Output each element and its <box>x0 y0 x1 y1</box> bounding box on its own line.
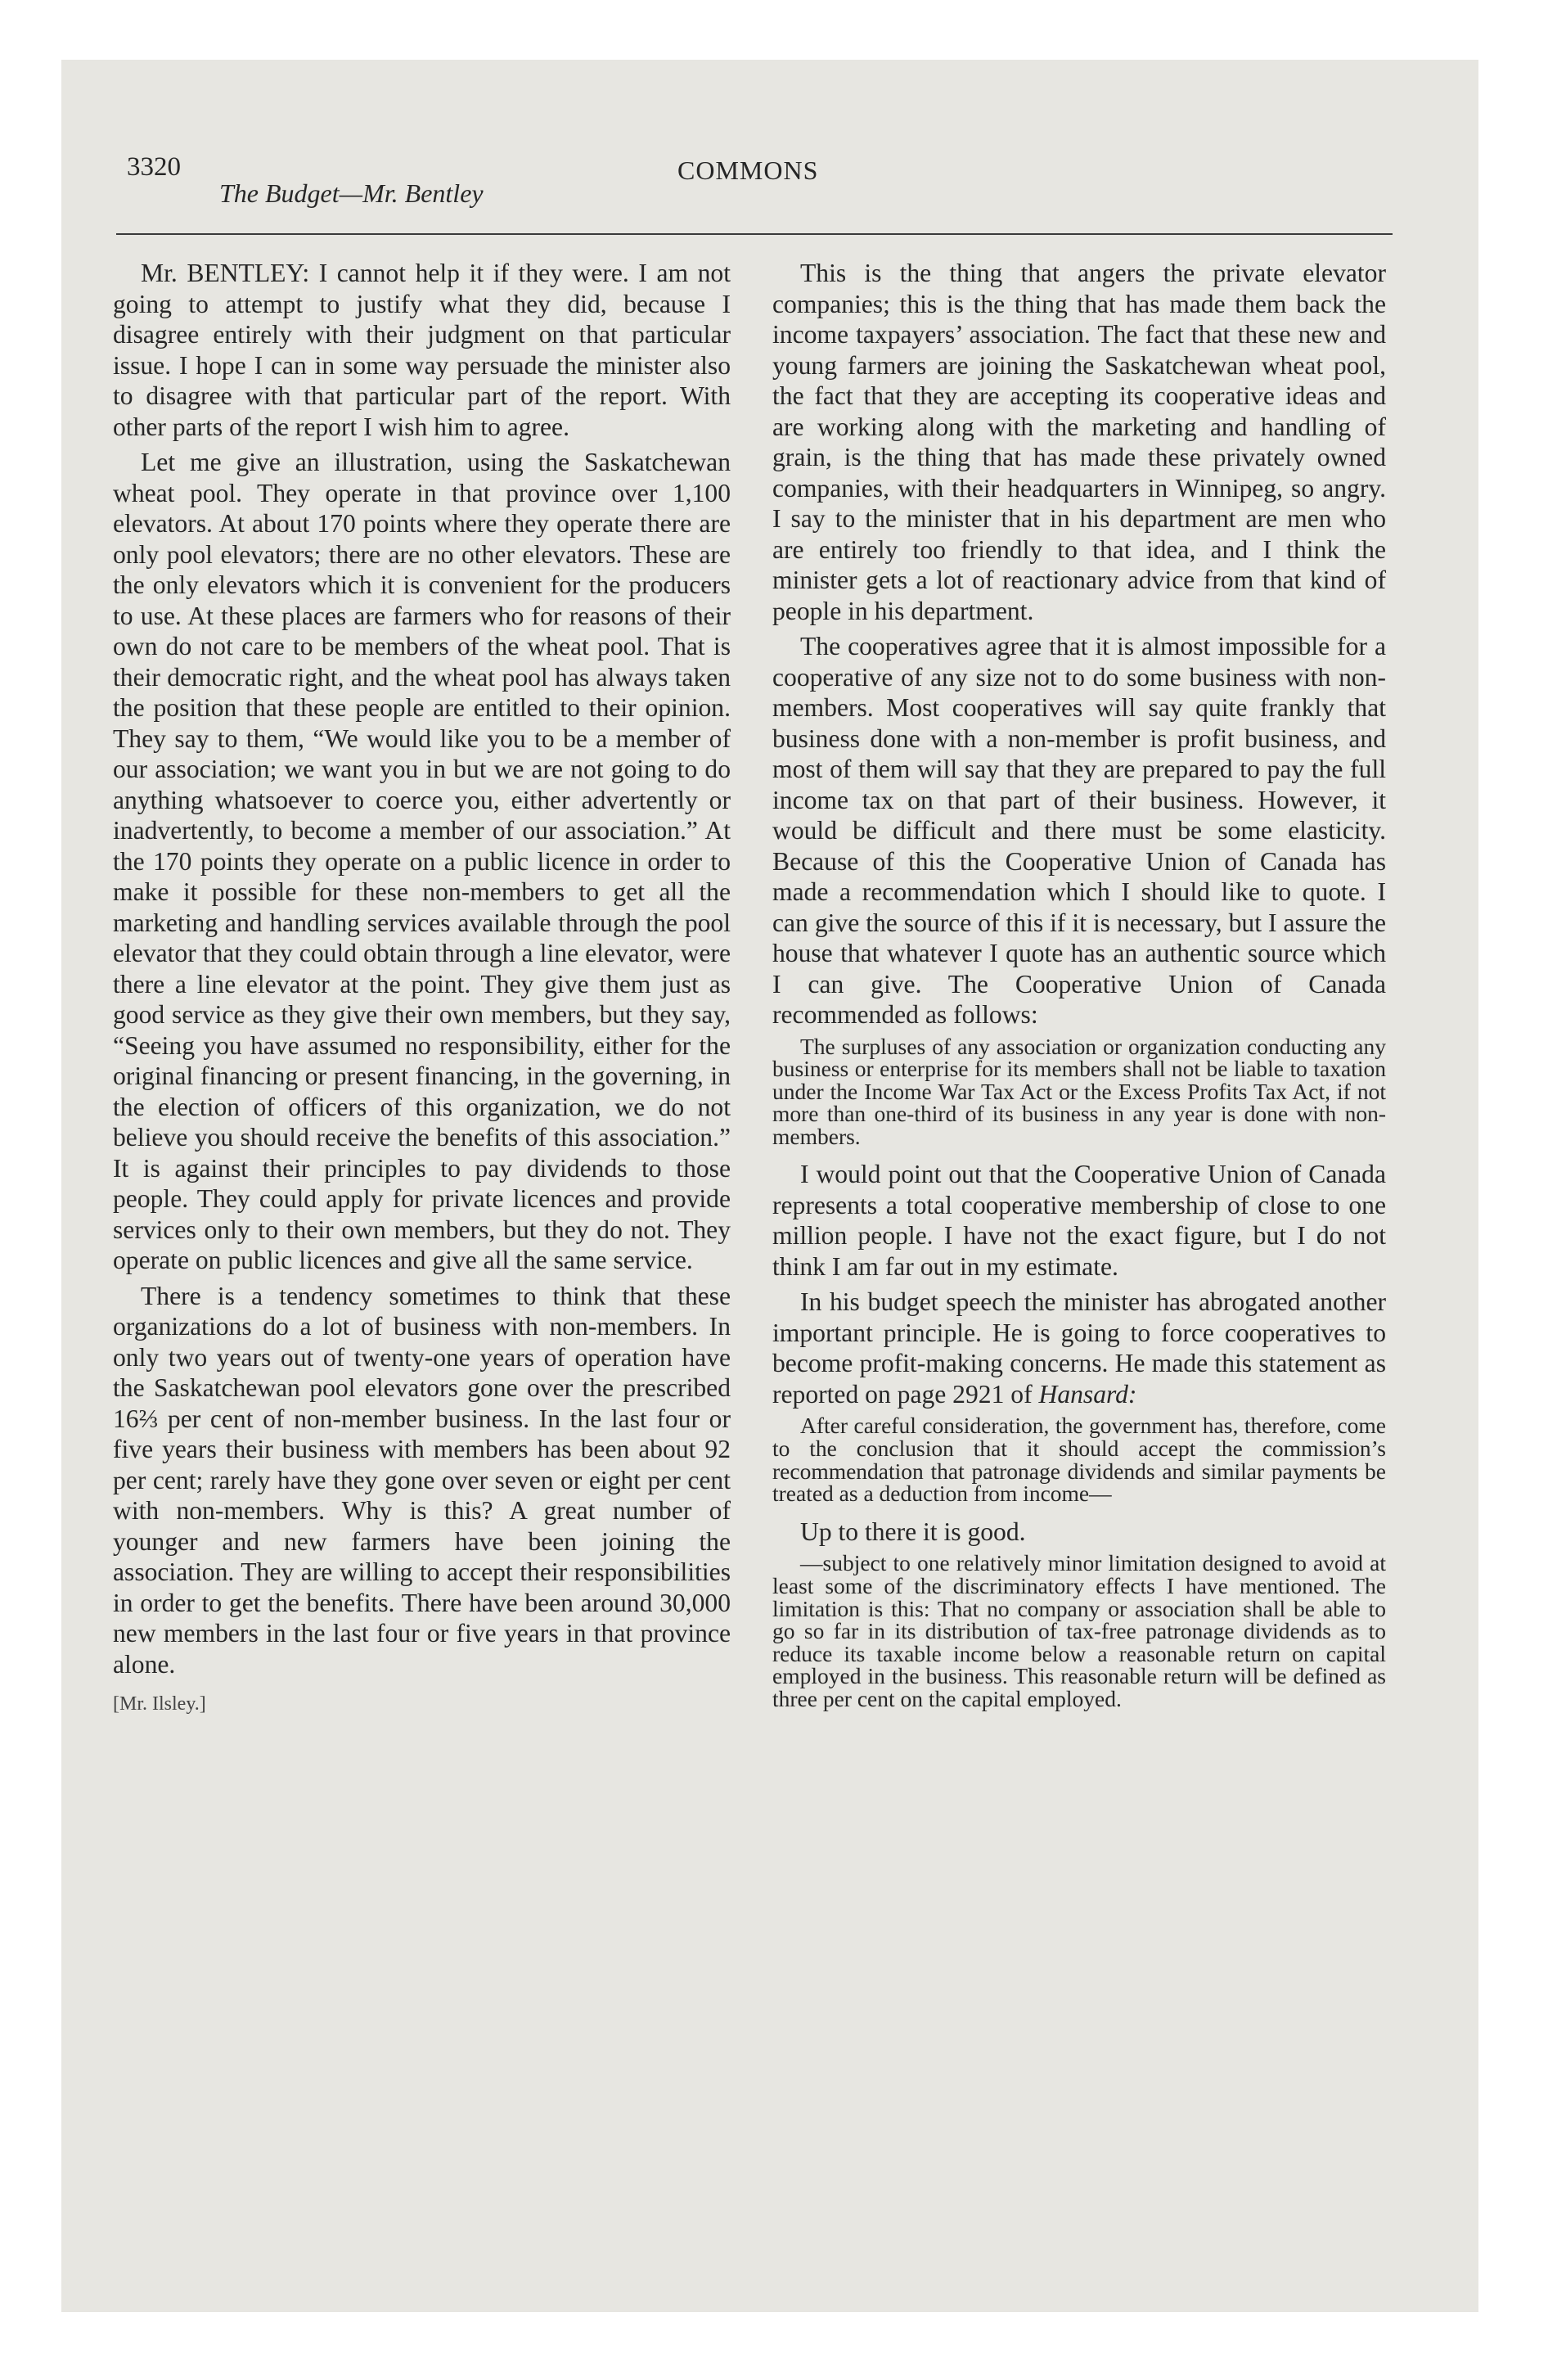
right-paragraph-3: I would point out that the Cooperative Union of Canada represents a total cooperative membership of close to one million people. I have not the exact figure, but I do not think I am far out in my estimate. <box>772 1160 1386 1281</box>
running-title: The Budget—Mr. Bentley <box>219 178 484 208</box>
right-paragraph-1: This is the thing that angers the private elevator companies; this is the thing that has made them back the income taxpayers’ association. The fact that these new and young farmers are joining the Saskatchewan wheat pool, the fact that they are accepting its cooperative ideas and are working along with the marketing and handling of grain, is the thing that has made these privately owned companies, with their headquarters in Winnipeg, so angry. I say to the minister that in his department are men who are entirely too friendly to that idea, and I think the minister gets a lot of reactionary advice from that kind of people in his department. <box>772 259 1386 625</box>
right-paragraph-2: The cooperatives agree that it is almost impossible for a cooperative of any size not to do some business with non-members. Most cooperatives will say quite frankly that business done with a non-member is profit business, and most of them will say that they are prepared to pay the full income tax on that part of their business. However, it would be difficult and there must be some elasticity. Because of this the Cooperative Union of Canada has made a recommendation which I should like to quote. I can give the source of this if it is necessary, but I assure the house that whatever I quote has an authentic source which I can give. The Cooperative Union of Canada recommended as follows: <box>772 632 1386 1029</box>
right-paragraph-4 <box>772 1287 1386 1409</box>
left-column <box>113 258 731 1725</box>
right-column <box>772 258 1386 1722</box>
right-paragraph-4-text: In his budget speech the minister has abrogated another important principle. He is going to force cooperatives to become profit-making concerns. He made this statement as reported on page 2921 of <box>772 1287 1386 1409</box>
left-paragraph-1: Mr. BENTLEY: I cannot help it if they were. I am not going to attempt to justify what they did, because I disagree entirely with their judgment on that particular issue. I hope I can in some way persuade the minister also to disagree with that particular part of the report. With other parts of the report I wish him to agree. <box>113 259 731 441</box>
quotation-1: The surpluses of any association or organization conducting any business or enterprise for its members shall not be liable to taxation under the Income War Tax Act or the Excess Profits Tax Act, if not more than one-third of its business in any year is done with non-members. <box>772 1033 1386 1149</box>
section-header: COMMONS <box>677 156 819 185</box>
header-rule <box>116 233 1393 235</box>
quotation-3: —subject to one relatively minor limitation designed to avoid at least some of the discriminatory effects I have mentioned. The limitation is this: That no company or association shall be able to go so far in its distribution of tax-free patronage dividends as to reduce its taxable income below a reasonable return on capital employed in the business. This reasonable return will be defined as three per cent on the capital employed. <box>772 1550 1386 1711</box>
page-number: 3320 <box>127 152 181 182</box>
hansard-reference: Hansard: <box>1038 1379 1137 1409</box>
left-paragraph-3: There is a tendency sometimes to think that these organizations do a lot of business with non-members. In only two years out of twenty-one years of operation have the Saskatchewan pool elevators gone over the prescribed 16⅔ per cent of non-member business. In the last four or five years their business with members has been about 92 per cent; rarely have they gone over seven or eight per cent with non-members. Why is this? A great number of younger and new farmers have been joining the association. They are willing to accept their responsibilities in order to get the benefits. There have been around 30,000 new members in the last four or five years in that province alone. <box>113 1281 731 1679</box>
left-paragraph-2: Let me give an illustration, using the Saskatchewan wheat pool. They operate in that province over 1,100 elevators. At about 170 points where they operate there are only pool elevators; there are no other elevators. These are the only elevators which it is convenient for the producers to use. At these places are farmers who for reasons of their own do not care to be members of the wheat pool. That is their democratic right, and the wheat pool has always taken the position that these people are entitled to their opinion. They say to them, “We would like you to be a member of our association; we want you in but we are not going to do anything whatsoever to coerce you, either advertently or inadvertently, to become a member of our association.” At the 170 points they operate on a public licence in order to make it possible for these non-members to get all the marketing and handling services available through the pool elevator that they could obtain through a line elevator, were there a line elevator at the point. They give them just as good service as they give their own members, but they say, “Seeing you have assumed no responsibility, either for the original financing or present financing, in the governing, in the election of officers of this organization, we do not believe you should receive the benefits of this association.” It is against their principles to pay dividends to those people. They could apply for private licences and provide services only to their own members, but they do not. They operate on public licences and give all the same service. <box>113 448 731 1274</box>
quotation-2: After careful consideration, the government has, therefore, come to the conclusion that it should accept the commission’s recommendation that patronage dividends and similar payments be treated as a deduction from income— <box>772 1413 1386 1507</box>
right-paragraph-5: Up to there it is good. <box>800 1517 1026 1546</box>
speaker-marker: [Mr. Ilsley.] <box>113 1693 206 1715</box>
